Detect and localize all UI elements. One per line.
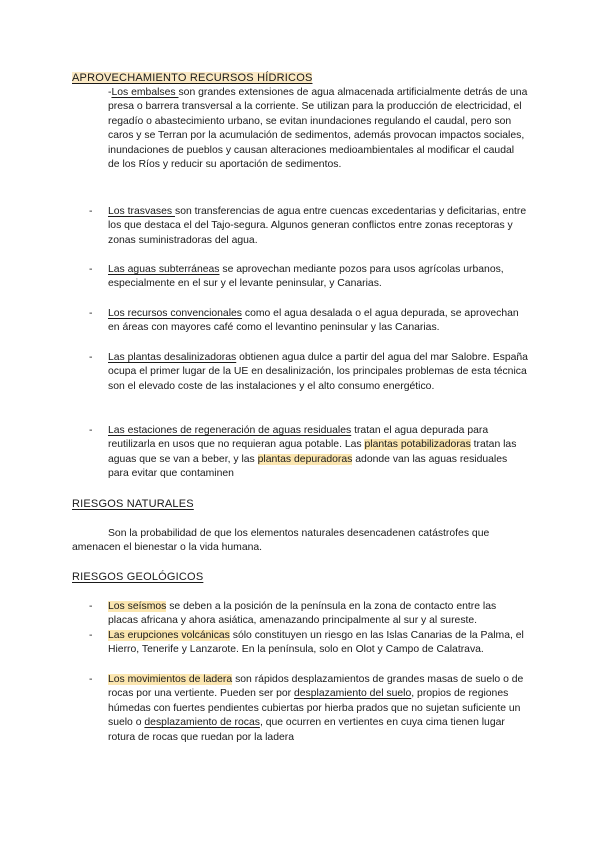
text-plantas-desalinizadoras: obtienen agua dulce a partir del agua del mar Salobre. España ocupa el primer lugar de la UE en desalinización, los principales problemas de esta técnica son el elevado coste de las instalaciones y el alto consumo energético. <box>108 352 528 392</box>
term-embalses: Los embalses <box>111 87 179 98</box>
bullet-dash: - <box>89 352 93 363</box>
highlight-erupciones-volcanicas: Las erupciones volcánicas <box>108 630 230 641</box>
text-regeneracion-2: tratan las aguas que se van a beber, y las <box>108 439 517 465</box>
term-aguas-subterraneas: Las aguas subterráneas <box>108 264 220 275</box>
bullet-dash: - <box>89 308 93 319</box>
text-ladera-1: son rápidos desplazamientos de grandes masas de suelo o de rocas por una vertiente. Pueden ser por <box>108 674 524 700</box>
bullet-dash: - <box>89 601 93 612</box>
highlight-plantas-depuradoras: plantas depuradoras <box>257 453 353 465</box>
text-ladera-2: , propios de regiones húmedas con fuertes pendientes cubiertas por hierba prados que no sujetan suficiente un suelo o <box>108 688 521 729</box>
bullet-dash: - <box>89 425 93 436</box>
text-riesgos-naturales: Son la probabilidad de que los elementos naturales desencadenen catástrofes que amenacen el bienestar o la vida humana. <box>72 528 490 554</box>
text-trasvases: son transferencias de agua entre cuencas excedentarias y deficitarias, entre los que destaca el del Tajo-segura. Algunos generan conflictos entre zonas receptoras y zonas suministradoras del agua. <box>108 206 527 246</box>
paragraph-trasvases <box>108 205 528 248</box>
highlight-seismos: Los seísmos <box>108 601 167 612</box>
bullet-dash: - <box>89 630 93 641</box>
highlight-movimientos-ladera: Los movimientos de ladera <box>108 674 233 685</box>
paragraph-estaciones-regeneracion <box>108 424 528 482</box>
section-heading-recursos-hidricos: APROVECHAMIENTO RECURSOS HÍDRICOS <box>72 72 313 84</box>
highlight-plantas-potabilizadoras: plantas potabilizadoras <box>364 439 471 451</box>
bullet-dash: - <box>89 264 93 275</box>
text-embalses: son grandes extensiones de agua almacenada artificialmente detrás de una presa o barrera transversal a la corriente. Se utilizan para la producción de electricidad, el regadío o abastecimiento urbano, se evitan inundaciones regulando el caudal, pero son caros y se Terran por la acumulación de sedimentos, además provocan impactos sociales, inundaciones de pueblos y causan alteraciones medioambientales al modificar el caudal de los Ríos y reducir su aportación de sedimentos. <box>108 87 528 171</box>
text-seismos: se deben a la posición de la península en la zona de contacto entre las placas africana y ahora asiática, amenazando principalmente al sur y al sureste. <box>108 601 497 627</box>
paragraph-movimientos-ladera <box>108 673 528 745</box>
term-trasvases: Los trasvases <box>108 206 175 217</box>
paragraph-seismos <box>108 600 528 629</box>
section-heading-riesgos-naturales: RIESGOS NATURALES <box>72 498 194 510</box>
text-regeneracion-1: tratan el agua depurada para reutilizarla en usos que no requieran agua potable. Las <box>108 425 489 451</box>
paragraph-aguas-subterraneas <box>108 263 528 292</box>
term-desplazamiento-rocas: desplazamiento de rocas <box>144 717 260 729</box>
paragraph-embalses <box>108 86 528 172</box>
term-desplazamiento-suelo: desplazamiento del suelo <box>294 688 412 700</box>
bullet-dash: - <box>89 674 93 685</box>
term-plantas-desalinizadoras: Las plantas desalinizadoras <box>108 352 237 363</box>
paragraph-erupciones <box>108 629 528 658</box>
text-erupciones: sólo constituyen un riesgo en las Islas Canarias de la Palma, el Hierro, Tenerife y Lanzarote. En la península, solo en Olot y Campo de Calatrava. <box>108 630 524 656</box>
term-estaciones-regeneracion: Las estaciones de regeneración de aguas residuales <box>108 425 352 436</box>
dash-prefix: - <box>108 87 112 98</box>
section-heading-riesgos-geologicos: RIESGOS GEOLÓGICOS <box>72 571 204 583</box>
paragraph-recursos-convencionales <box>108 307 528 336</box>
term-recursos-convencionales: Los recursos convencionales <box>108 308 242 319</box>
bullet-dash: - <box>89 206 93 217</box>
text-recursos-convencionales: como el agua desalada o el agua depurada, se aprovechan en áreas con mayores café como el levantino peninsular y las Canarias. <box>108 308 519 334</box>
text-regeneracion-3: adonde van las aguas residuales para evitar que contaminen <box>108 453 508 480</box>
paragraph-plantas-desalinizadoras <box>108 351 528 394</box>
text-aguas-subterraneas: se aprovechan mediante pozos para usos agrícolas urbanos, especialmente en el sur y el levante peninsular, y Canarias. <box>108 264 504 290</box>
text-ladera-3: , que ocurren en vertientes en cuya cima tienen lugar rotura de rocas que ruedan por la ladera <box>108 717 505 743</box>
paragraph-riesgos-naturales <box>72 527 522 556</box>
